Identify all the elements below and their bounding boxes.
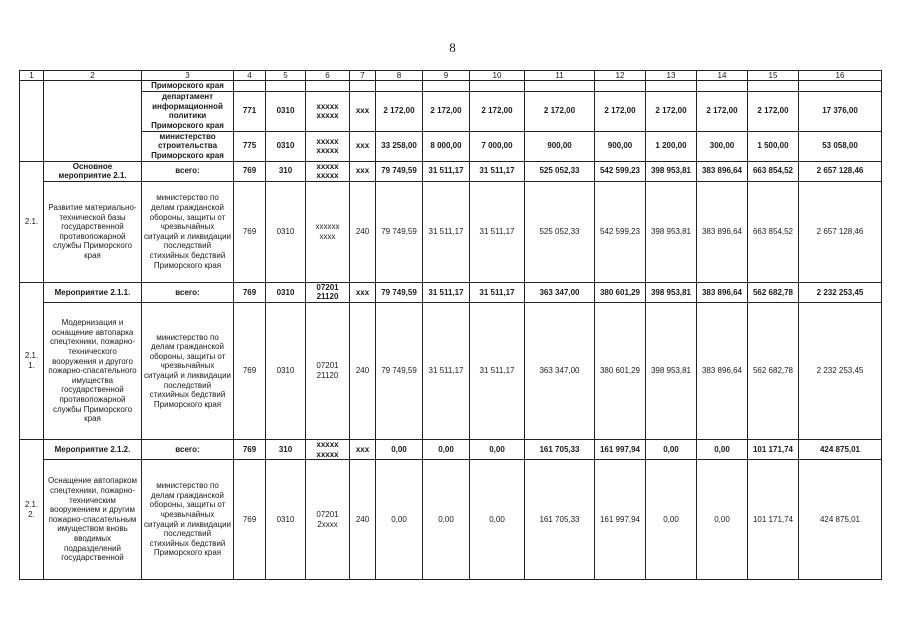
table-cell: 31 511,17 — [423, 302, 470, 439]
table-cell: 240 — [350, 181, 376, 282]
table-cell: министерство по делам гражданской обороны, защиты от чрезвычайных ситуаций и ликвидации последствий стихийных бедствий Приморского края — [142, 302, 234, 439]
table-cell — [20, 81, 44, 162]
column-header: 7 — [350, 71, 376, 81]
table-cell: 771 — [234, 91, 266, 131]
table-cell: 0310 — [266, 181, 306, 282]
table-cell: 33 258,00 — [376, 131, 423, 161]
column-header: 12 — [595, 71, 646, 81]
table-cell: 0,00 — [697, 439, 748, 459]
table-row — [20, 302, 882, 439]
table-cell: 310 — [266, 161, 306, 181]
column-header: 15 — [748, 71, 799, 81]
table-cell: 31 511,17 — [470, 161, 525, 181]
table-cell: 2 172,00 — [525, 91, 595, 131]
table-cell: 383 896,64 — [697, 161, 748, 181]
table-cell: xxxxx xxxxx — [306, 91, 350, 131]
table-cell: 383 896,64 — [697, 282, 748, 302]
table-cell: 775 — [234, 131, 266, 161]
table-cell: Оснащение автопарком спецтехники, пожарно-техническим вооружением и другим пожарно-спасательным имуществом вновь вводимых подразделений государственной — [44, 460, 142, 580]
table-cell: 2 172,00 — [748, 91, 799, 131]
table-cell: 769 — [234, 302, 266, 439]
table-cell: 380 601,29 — [595, 302, 646, 439]
table-cell: министерство строительства Приморского края — [142, 131, 234, 161]
table-row — [20, 161, 882, 181]
table-cell — [266, 81, 306, 92]
table-cell: xxx — [350, 161, 376, 181]
table-cell: 31 511,17 — [470, 282, 525, 302]
table-cell: 31 511,17 — [423, 181, 470, 282]
table-cell: 0310 — [266, 302, 306, 439]
table-cell: 2.1. 1. — [20, 282, 44, 439]
column-header: 3 — [142, 71, 234, 81]
table-cell: 101 171,74 — [748, 439, 799, 459]
table-cell: 2 657 128,46 — [799, 161, 882, 181]
table-cell — [748, 81, 799, 92]
table-cell: xxxxx xxxxx — [306, 131, 350, 161]
table-cell — [525, 81, 595, 92]
table-cell: 2 172,00 — [595, 91, 646, 131]
table-cell: 2 172,00 — [376, 91, 423, 131]
table-cell — [799, 81, 882, 92]
table-cell: 562 682,78 — [748, 282, 799, 302]
column-header: 9 — [423, 71, 470, 81]
table-cell: 2.1. 2. — [20, 439, 44, 579]
table-cell: 0,00 — [697, 460, 748, 580]
table-cell: 07201 2xxxx — [306, 460, 350, 580]
table-cell: 424 875,01 — [799, 439, 882, 459]
table-cell — [44, 81, 142, 162]
table-cell: 8 000,00 — [423, 131, 470, 161]
table-row — [20, 282, 882, 302]
table-cell: 79 749,59 — [376, 302, 423, 439]
table-cell: Модернизация и оснащение автопарка спецтехники, пожарно-технического вооружения и другого пожарно-спасательного имущества государственной противопожарной службы Приморского края — [44, 302, 142, 439]
table-cell: 769 — [234, 161, 266, 181]
column-header: 5 — [266, 71, 306, 81]
table-cell: 0310 — [266, 460, 306, 580]
table-cell: 07201 21120 — [306, 282, 350, 302]
table-cell: министерство по делам гражданской обороны, защиты от чрезвычайных ситуаций и ликвидации последствий стихийных бедствий Приморского края — [142, 181, 234, 282]
table-cell — [646, 81, 697, 92]
table-cell: 525 052,33 — [525, 181, 595, 282]
table-cell: 0,00 — [470, 460, 525, 580]
table-cell: 363 347,00 — [525, 282, 595, 302]
table-cell: xxx — [350, 439, 376, 459]
table-cell: 1 500,00 — [748, 131, 799, 161]
table-cell: 0,00 — [423, 460, 470, 580]
table-row — [20, 181, 882, 282]
table-cell: 0310 — [266, 131, 306, 161]
table-cell: 424 875,01 — [799, 460, 882, 580]
table-cell: 0,00 — [470, 439, 525, 459]
table-cell: Основное мероприятие 2.1. — [44, 161, 142, 181]
table-cell: 240 — [350, 460, 376, 580]
table-cell: 161 997,94 — [595, 439, 646, 459]
table-cell: xxx — [350, 91, 376, 131]
table-cell: 2 232 253,45 — [799, 302, 882, 439]
table-cell: 161 997,94 — [595, 460, 646, 580]
table-row — [20, 460, 882, 580]
table-cell: 0310 — [266, 91, 306, 131]
table-cell: xxxxx xxxxx — [306, 439, 350, 459]
table-row — [20, 439, 882, 459]
table-cell: Мероприятие 2.1.1. — [44, 282, 142, 302]
table-cell: xxx — [350, 282, 376, 302]
table-cell: 31 511,17 — [423, 161, 470, 181]
column-header: 4 — [234, 71, 266, 81]
table-cell: 542 599,23 — [595, 181, 646, 282]
table-cell: 7 000,00 — [470, 131, 525, 161]
table-cell: 900,00 — [525, 131, 595, 161]
table-cell — [697, 81, 748, 92]
table-cell: 562 682,78 — [748, 302, 799, 439]
table-cell: 769 — [234, 181, 266, 282]
column-header: 8 — [376, 71, 423, 81]
table-row — [20, 131, 882, 161]
table-cell: 0,00 — [376, 439, 423, 459]
table-cell: 398 953,81 — [646, 282, 697, 302]
table-cell — [423, 81, 470, 92]
table-cell: 101 171,74 — [748, 460, 799, 580]
table-row — [20, 81, 882, 92]
table-cell: 0,00 — [646, 439, 697, 459]
table-cell: всего: — [142, 161, 234, 181]
table-cell: xxxxx xxxxx — [306, 161, 350, 181]
table-cell: 769 — [234, 460, 266, 580]
table-cell: Мероприятие 2.1.2. — [44, 439, 142, 459]
table-cell: 240 — [350, 302, 376, 439]
table-cell: 542 599,23 — [595, 161, 646, 181]
table-cell: 398 953,81 — [646, 181, 697, 282]
table-cell: 0,00 — [376, 460, 423, 580]
table-cell: 07201 21120 — [306, 302, 350, 439]
table-cell — [376, 81, 423, 92]
table-cell: 2 172,00 — [423, 91, 470, 131]
column-header: 14 — [697, 71, 748, 81]
column-header: 1 — [20, 71, 44, 81]
table-cell: xxx — [350, 131, 376, 161]
column-header: 16 — [799, 71, 882, 81]
table-cell: xxxxxx xxxx — [306, 181, 350, 282]
table-cell: 79 749,59 — [376, 181, 423, 282]
table-cell — [595, 81, 646, 92]
table-cell: 525 052,33 — [525, 161, 595, 181]
table-cell — [470, 81, 525, 92]
table-row — [20, 91, 882, 131]
table-cell: 383 896,64 — [697, 302, 748, 439]
table-cell: 53 058,00 — [799, 131, 882, 161]
table-cell — [234, 81, 266, 92]
table-cell: 310 — [266, 439, 306, 459]
table-cell: 161 705,33 — [525, 460, 595, 580]
column-header-row — [20, 71, 882, 81]
table-cell: 31 511,17 — [470, 181, 525, 282]
table-cell: 2 172,00 — [697, 91, 748, 131]
table-cell: министерство по делам гражданской обороны, защиты от чрезвычайных ситуаций и ликвидации последствий стихийных бедствий Приморского края — [142, 460, 234, 580]
table-cell: 0,00 — [423, 439, 470, 459]
table-cell: 31 511,17 — [423, 282, 470, 302]
column-header: 11 — [525, 71, 595, 81]
table-cell: 79 749,59 — [376, 161, 423, 181]
table-cell: 0310 — [266, 282, 306, 302]
table-cell: 31 511,17 — [470, 302, 525, 439]
table-cell: 300,00 — [697, 131, 748, 161]
table-cell: 0,00 — [646, 460, 697, 580]
table-cell: 17 376,00 — [799, 91, 882, 131]
column-header: 10 — [470, 71, 525, 81]
table-cell: 363 347,00 — [525, 302, 595, 439]
table-cell: 900,00 — [595, 131, 646, 161]
table-cell: 380 601,29 — [595, 282, 646, 302]
column-header: 13 — [646, 71, 697, 81]
table-cell: 2 232 253,45 — [799, 282, 882, 302]
table-cell: 398 953,81 — [646, 161, 697, 181]
table-cell: 161 705,33 — [525, 439, 595, 459]
table-cell: всего: — [142, 439, 234, 459]
table-cell — [350, 81, 376, 92]
budget-table — [19, 70, 882, 580]
table-cell — [306, 81, 350, 92]
table-cell: 769 — [234, 439, 266, 459]
table-cell: 2.1. — [20, 161, 44, 282]
table-cell: всего: — [142, 282, 234, 302]
table-cell: Приморского края — [142, 81, 234, 92]
table-cell: 2 172,00 — [646, 91, 697, 131]
table-cell: 398 953,81 — [646, 302, 697, 439]
table-cell: 383 896,64 — [697, 181, 748, 282]
column-header: 6 — [306, 71, 350, 81]
table-cell: 2 657 128,46 — [799, 181, 882, 282]
page-number: 8 — [449, 40, 456, 55]
table-cell: 663 854,52 — [748, 161, 799, 181]
table-cell: Развитие материально-технической базы государственной противопожарной службы Приморского края — [44, 181, 142, 282]
table-cell: департамент информационной политики Приморского края — [142, 91, 234, 131]
table-cell: 2 172,00 — [470, 91, 525, 131]
table-cell: 79 749,59 — [376, 282, 423, 302]
column-header: 2 — [44, 71, 142, 81]
table-cell: 769 — [234, 282, 266, 302]
table-cell: 663 854,52 — [748, 181, 799, 282]
table-cell: 1 200,00 — [646, 131, 697, 161]
